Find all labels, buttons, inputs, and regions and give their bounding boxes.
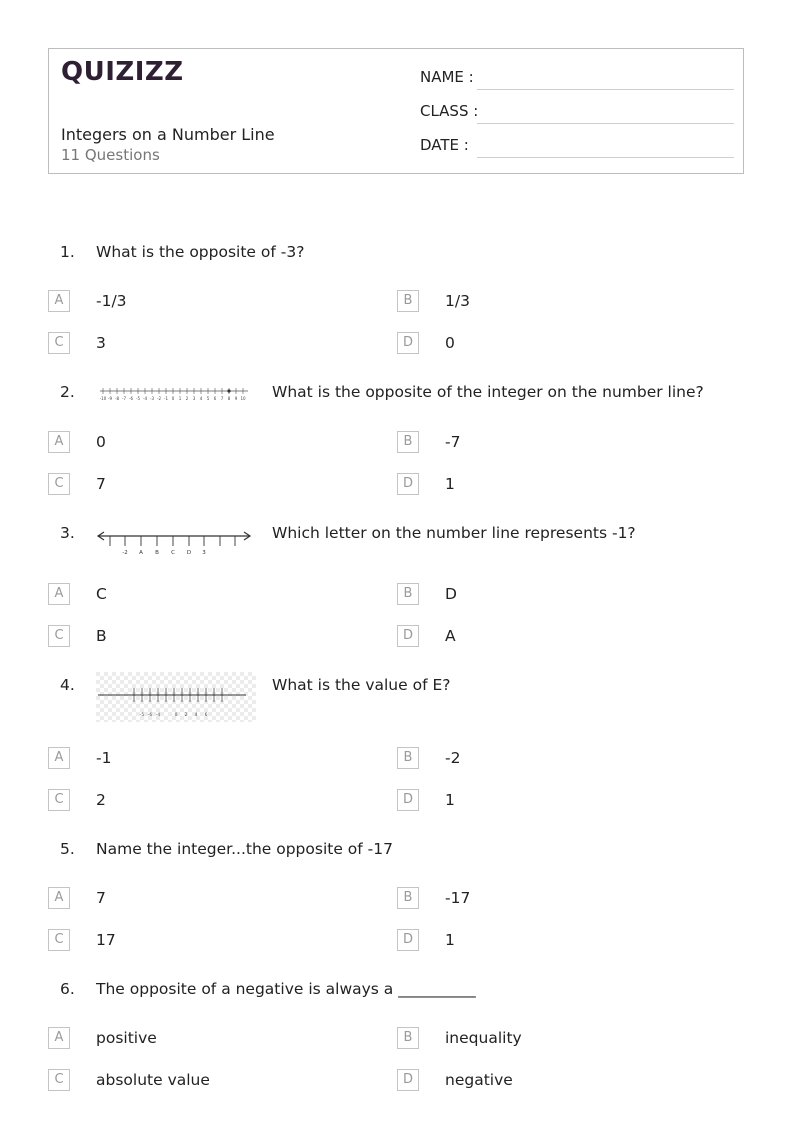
question-text: What is the opposite of -3? (96, 243, 305, 261)
tick-label: 6 (213, 396, 217, 401)
tick-label: 4 (199, 396, 203, 401)
tick-label: -1 (164, 396, 168, 401)
option-a-box[interactable]: A (48, 290, 70, 312)
option-b-text: D (445, 585, 457, 603)
tick-label: 0 (174, 713, 178, 718)
tick-label: 2 (185, 396, 189, 401)
option-c-box[interactable]: C (48, 332, 70, 354)
option-d-text: 0 (445, 334, 455, 352)
option-b-box[interactable]: B (397, 431, 419, 453)
tick-label: -6 (129, 396, 133, 401)
option-b-text: -2 (445, 749, 461, 767)
tick-label: -4 (143, 396, 147, 401)
question-number: 6. (60, 980, 75, 998)
option-c-box[interactable]: C (48, 929, 70, 951)
tick-label: C (171, 550, 175, 556)
tick-label: 9 (234, 396, 238, 401)
tick-label: -10 (99, 396, 107, 401)
tick-label: -3 (150, 396, 154, 401)
tick-label: -2 (157, 396, 161, 401)
option-a-box[interactable]: A (48, 431, 70, 453)
quizizz-logo: QUIZIZZ (61, 57, 184, 87)
number-line-image (98, 383, 250, 403)
option-a-box[interactable]: A (48, 887, 70, 909)
option-d-box[interactable]: D (397, 929, 419, 951)
option-b-box[interactable]: B (397, 887, 419, 909)
option-b-box[interactable]: B (397, 583, 419, 605)
tick-label: 2 (184, 713, 188, 718)
tick-label: -9 (108, 396, 112, 401)
option-a-text: -1/3 (96, 292, 127, 310)
tick-label: 3 (192, 396, 196, 401)
option-d-box[interactable]: D (397, 789, 419, 811)
option-a-text: positive (96, 1029, 157, 1047)
option-c-text: 2 (96, 791, 106, 809)
option-d-box[interactable]: D (397, 332, 419, 354)
option-b-text: 1/3 (445, 292, 470, 310)
tick-label: -2 (122, 550, 128, 556)
tick-label: 1 (178, 396, 182, 401)
option-d-text: 1 (445, 931, 455, 949)
option-b-text: inequality (445, 1029, 522, 1047)
tick-label: -5 (136, 396, 140, 401)
option-b-text: -7 (445, 433, 461, 451)
question-text: The opposite of a negative is always a __________ (96, 980, 476, 998)
date-field[interactable] (420, 136, 734, 158)
option-c-box[interactable]: C (48, 625, 70, 647)
name-field[interactable] (420, 68, 734, 90)
question-number: 5. (60, 840, 75, 858)
question-number: 1. (60, 243, 75, 261)
tick-label: D (186, 550, 192, 556)
question-number: 2. (60, 383, 75, 401)
tick-label: 4 (194, 713, 198, 718)
option-a-text: C (96, 585, 107, 603)
tick-label: -8 (115, 396, 119, 401)
option-d-text: A (445, 627, 456, 645)
option-c-text: 17 (96, 931, 116, 949)
question-count: 11 Questions (61, 146, 160, 164)
tick-label: -4 (155, 713, 161, 718)
number-line-image (96, 524, 252, 558)
option-c-text: 7 (96, 475, 106, 493)
option-a-box[interactable]: A (48, 583, 70, 605)
tick-label: 10 (240, 396, 246, 401)
name-label: NAME : (420, 68, 474, 86)
tick-label: 6 (204, 713, 208, 718)
option-b-box[interactable]: B (397, 747, 419, 769)
tick-label: 5 (206, 396, 210, 401)
date-line[interactable] (477, 157, 734, 158)
question-text: Which letter on the number line represents -1? (272, 524, 636, 542)
question-number: 3. (60, 524, 75, 542)
option-c-box[interactable]: C (48, 473, 70, 495)
question-text: What is the value of E? (272, 676, 451, 694)
worksheet-title: Integers on a Number Line (61, 125, 275, 144)
question-text: What is the opposite of the integer on the number line? (272, 383, 704, 401)
option-d-text: 1 (445, 475, 455, 493)
option-d-box[interactable]: D (397, 1069, 419, 1091)
option-d-text: negative (445, 1071, 513, 1089)
option-c-box[interactable]: C (48, 789, 70, 811)
option-b-box[interactable]: B (397, 1027, 419, 1049)
option-b-box[interactable]: B (397, 290, 419, 312)
option-c-text: B (96, 627, 107, 645)
option-a-box[interactable]: A (48, 747, 70, 769)
tick-label: -6 (147, 713, 153, 718)
tick-label: 8 (227, 396, 231, 401)
question-number: 4. (60, 676, 75, 694)
class-label: CLASS : (420, 102, 479, 120)
option-a-text: -1 (96, 749, 112, 767)
class-line[interactable] (477, 123, 734, 124)
tick-label: 0 (171, 396, 175, 401)
option-c-text: 3 (96, 334, 106, 352)
class-field[interactable] (420, 102, 734, 124)
tick-label: 3 (202, 550, 206, 556)
option-a-box[interactable]: A (48, 1027, 70, 1049)
tick-label: A (139, 550, 143, 556)
tick-label: -5 (139, 713, 145, 718)
tick-label: B (155, 550, 159, 556)
tick-label: -7 (122, 396, 126, 401)
worksheet-header (48, 48, 744, 174)
option-d-box[interactable]: D (397, 473, 419, 495)
option-c-box[interactable]: C (48, 1069, 70, 1091)
number-line-image (96, 672, 256, 722)
date-label: DATE : (420, 136, 469, 154)
option-c-text: absolute value (96, 1071, 210, 1089)
option-d-box[interactable]: D (397, 625, 419, 647)
option-b-text: -17 (445, 889, 471, 907)
tick-label: 7 (220, 396, 224, 401)
question-text: Name the integer...the opposite of -17 (96, 840, 393, 858)
option-a-text: 7 (96, 889, 106, 907)
option-d-text: 1 (445, 791, 455, 809)
option-a-text: 0 (96, 433, 106, 451)
name-line[interactable] (477, 89, 734, 90)
